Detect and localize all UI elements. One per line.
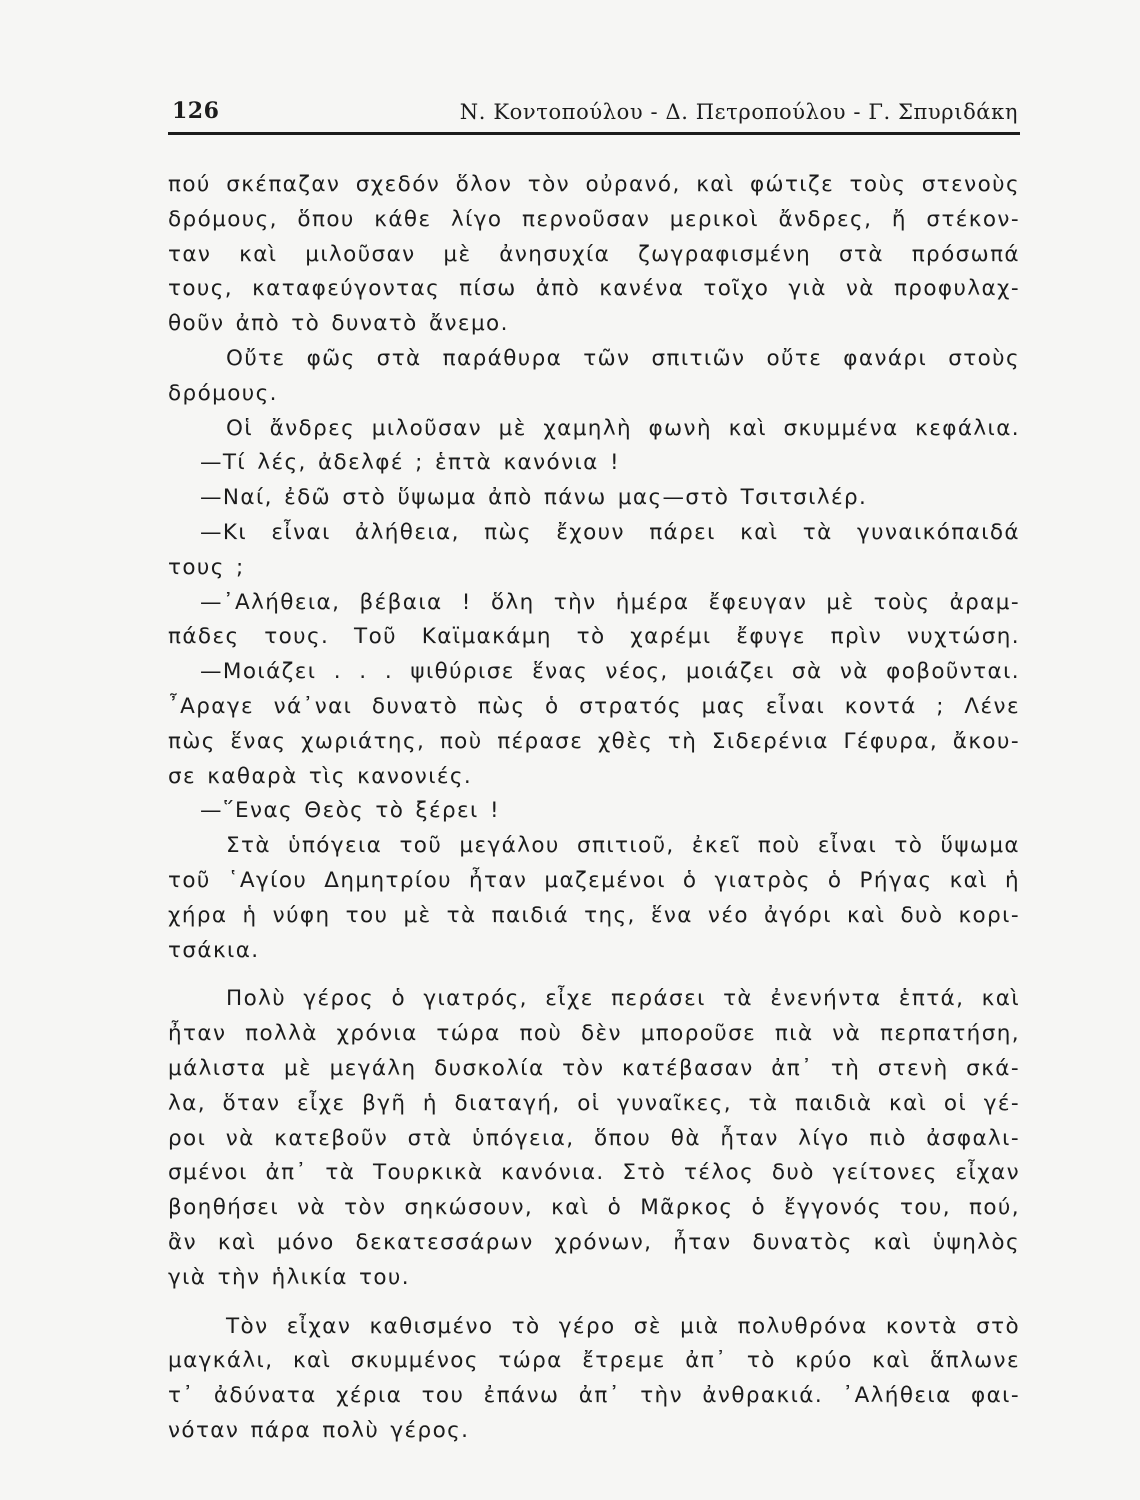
text-line: νόταν πάρα πολὺ γέρος. bbox=[168, 1417, 470, 1443]
dialogue-line: —Ναί, ἐδῶ στὸ ὕψωμα ἀπὸ πάνω μας—στὸ Τσιτσιλέρ. bbox=[200, 485, 868, 511]
body-text bbox=[168, 168, 1020, 1449]
text-line: τ᾽ ἀδύνατα χέρια του ἐπάνω ἀπ᾽ τὴν ἀνθρακιά. ᾽Αλήθεια φαι- bbox=[168, 1383, 1020, 1409]
dialogue-line: —Τί λές, ἀδελφέ ; ἑπτὰ κανόνια ! bbox=[200, 450, 620, 476]
dialogue-line: —Μοιάζει . . . ψιθύρισε ἕνας νέος, μοιάζει σὰ νὰ φοβοῦνται. bbox=[200, 659, 1020, 685]
text-line: τους ; bbox=[168, 554, 245, 580]
text-line: μαγκάλι, καὶ σκυμμένος τώρα ἔτρεμε ἀπ᾽ τὸ κρύο καὶ ἅπλωνε bbox=[168, 1348, 1020, 1374]
paragraph-gap bbox=[168, 968, 1020, 982]
text-line: γιὰ τὴν ἡλικία του. bbox=[168, 1264, 410, 1290]
text-line: σε καθαρὰ τὶς κανονιές. bbox=[168, 763, 473, 789]
text-line: Οὔτε φῶς στὰ παράθυρα τῶν σπιτιῶν οὔτε φανάρι στοὺς bbox=[226, 345, 1020, 371]
text-line: σμένοι ἀπ᾽ τὰ Τουρκικὰ κανόνια. Στὸ τέλος δυὸ γείτονες εἶχαν bbox=[168, 1160, 1020, 1186]
text-line: ροι νὰ κατεβοῦν στὰ ὑπόγεια, ὅπου θὰ ἦταν λίγο πιὸ ἀσφαλι- bbox=[168, 1125, 1020, 1151]
page-header bbox=[168, 94, 1020, 134]
text-line: τους, καταφεύγοντας πίσω ἀπὸ κανένα τοῖχο γιὰ νὰ προφυλαχ- bbox=[168, 276, 1020, 302]
running-head: Ν. Κοντοπούλου - Δ. Πετροπούλου - Γ. Σπυριδάκη bbox=[459, 100, 1018, 124]
text-line: χήρα ἡ νύφη του μὲ τὰ παιδιά της, ἕνα νέο ἀγόρι καὶ δυὸ κορι- bbox=[168, 902, 1020, 928]
dialogue-line: —῞Ενας Θεὸς τὸ ξέρει ! bbox=[200, 798, 500, 824]
header-rule bbox=[168, 132, 1020, 135]
text-line: Οἱ ἄνδρες μιλοῦσαν μὲ χαμηλὴ φωνὴ καὶ σκυμμένα κεφάλια. bbox=[226, 415, 1020, 441]
dialogue-line: —Κι εἶναι ἀλήθεια, πὼς ἔχουν πάρει καὶ τὰ γυναικόπαιδά bbox=[200, 519, 1020, 545]
text-line: βοηθήσει νὰ τὸν σηκώσουν, καὶ ὁ Μᾶρκος ὁ ἔγγονός του, πού, bbox=[168, 1195, 1020, 1221]
text-line: θοῦν ἀπὸ τὸ δυνατὸ ἄνεμο. bbox=[168, 311, 509, 337]
text-line: πάδες τους. Τοῦ Καϊμακάμη τὸ χαρέμι ἔφυγε πρὶν νυχτώση. bbox=[168, 624, 1020, 650]
text-line: πὼς ἕνας χωριάτης, ποὺ πέρασε χθὲς τὴ Σιδερένια Γέφυρα, ἄκου- bbox=[168, 728, 1020, 754]
paragraph-gap bbox=[168, 1296, 1020, 1310]
text-line: ταν καὶ μιλοῦσαν μὲ ἀνησυχία ζωγραφισμένη στὰ πρόσωπά bbox=[168, 241, 1020, 267]
text-line: δρόμους. bbox=[168, 380, 278, 406]
text-line: ῏Αραγε νά᾽ναι δυνατὸ πὼς ὁ στρατός μας εἶναι κοντά ; Λένε bbox=[168, 693, 1020, 719]
text-line: Στὰ ὑπόγεια τοῦ μεγάλου σπιτιοῦ, ἐκεῖ ποὺ εἶναι τὸ ὕψωμα bbox=[226, 833, 1020, 859]
text-line: πού σκέπαζαν σχεδόν ὅλον τὸν οὐρανό, καὶ φώτιζε τοὺς στενοὺς bbox=[168, 172, 1020, 197]
text-line: Πολὺ γέρος ὁ γιατρός, εἶχε περάσει τὰ ἐνενήντα ἑπτά, καὶ bbox=[226, 986, 1020, 1012]
text-line: τοῦ ῾Αγίου Δημητρίου ἦταν μαζεμένοι ὁ γιατρὸς ὁ Ρήγας καὶ ἡ bbox=[168, 867, 1020, 893]
dialogue-line: —᾽Αλήθεια, βέβαια ! ὅλη τὴν ἡμέρα ἔφευγαν μὲ τοὺς ἀραμ- bbox=[200, 589, 1020, 615]
text-line: μάλιστα μὲ μεγάλη δυσκολία τὸν κατέβασαν ἀπ᾽ τὴ στενὴ σκά- bbox=[168, 1055, 1020, 1081]
text-line: ἂν καὶ μόνο δεκατεσσάρων χρόνων, ἦταν δυνατὸς καὶ ὑψηλὸς bbox=[168, 1229, 1020, 1255]
page-number: 126 bbox=[172, 98, 220, 124]
text-line: δρόμους, ὅπου κάθε λίγο περνοῦσαν μερικοὶ ἄνδρες, ἤ στέκον- bbox=[168, 206, 1020, 232]
text-line: λα, ὅταν εἶχε βγῆ ἡ διαταγή, οἱ γυναῖκες, τὰ παιδιὰ καὶ οἱ γέ- bbox=[168, 1090, 1020, 1116]
text-line: ἦταν πολλὰ χρόνια τώρα ποὺ δὲν μποροῦσε πιὰ νὰ περπατήση, bbox=[168, 1021, 1020, 1047]
text-line: τσάκια. bbox=[168, 937, 260, 963]
text-line: Τὸν εἶχαν καθισμένο τὸ γέρο σὲ μιὰ πολυθρόνα κοντὰ στὸ bbox=[226, 1313, 1020, 1339]
